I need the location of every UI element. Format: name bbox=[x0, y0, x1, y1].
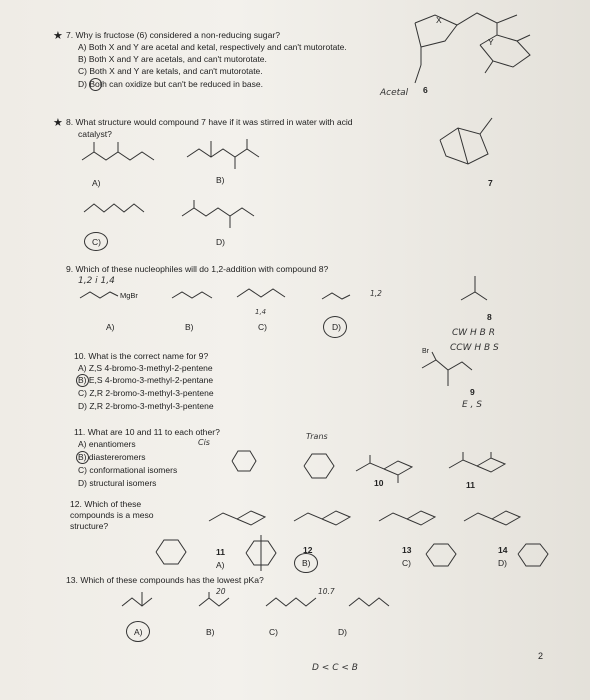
note-20: 20 bbox=[216, 587, 226, 596]
note-12: 1,2 bbox=[370, 289, 382, 298]
q12-chair-structure bbox=[460, 505, 530, 533]
note-10-7: 10.7 bbox=[318, 587, 335, 596]
note-ccw: CCW H B S bbox=[450, 343, 499, 353]
cyclohexane-sketch bbox=[228, 448, 258, 474]
bicyclic-compound-7 bbox=[430, 110, 510, 170]
q7-option-d: D) Both can oxidize but can't be reduced in base. bbox=[78, 79, 263, 89]
q11-stem: 11. What are 10 and 11 to each other? bbox=[74, 427, 220, 437]
q12-option-b: B) bbox=[302, 558, 311, 568]
label-q12-11: 11 bbox=[216, 547, 225, 557]
answer-circle-q8 bbox=[84, 232, 108, 251]
answer-circle-q13 bbox=[126, 621, 150, 642]
note-cis: Cis bbox=[198, 438, 210, 447]
q13-option-b: B) bbox=[206, 627, 215, 637]
q13-b-structure bbox=[195, 592, 245, 614]
q11-option-c: C) conformational isomers bbox=[78, 465, 178, 475]
q13-d-structure bbox=[345, 592, 395, 614]
note-cw: CW H B R bbox=[452, 328, 495, 338]
compound-12-ring bbox=[240, 535, 280, 571]
q10-option-b: B) E,S 4-bromo-3-methyl-2-pentane bbox=[78, 375, 214, 385]
compound-13-ring bbox=[420, 540, 460, 570]
q11-option-b: B) diastereromers bbox=[78, 452, 146, 462]
note-14: 1,4 bbox=[255, 308, 267, 316]
label-q12-12: 12 bbox=[303, 545, 313, 555]
label-compound-11: 11 bbox=[466, 480, 475, 490]
label-q12-14: 14 bbox=[498, 545, 508, 555]
answer-circle-q7 bbox=[89, 78, 102, 91]
q13-stem: 13. Which of these compounds has the lowest pKa? bbox=[66, 575, 264, 585]
label-y: Y bbox=[488, 37, 494, 47]
q8-option-c: C) bbox=[92, 237, 101, 247]
answer-circle-q12 bbox=[294, 553, 318, 573]
q9-option-a: A) bbox=[106, 322, 115, 332]
q10-option-d: D) Z,R 2-bromo-3-methyl-3-pentene bbox=[78, 401, 214, 411]
q7-option-c: C) Both X and Y are ketals, and can't mutorotate. bbox=[78, 66, 263, 76]
fructose-structure-6 bbox=[385, 5, 545, 100]
q12-option-c: C) bbox=[402, 558, 411, 568]
q12-chair-structure bbox=[375, 505, 445, 533]
label-compound-8: 8 bbox=[487, 312, 492, 322]
q7-option-a: A) Both X and Y are acetal and ketal, respectively and can't mutorotate. bbox=[78, 42, 347, 52]
q8-option-a: A) bbox=[92, 178, 101, 188]
label-compound-6: 6 bbox=[423, 85, 428, 95]
q12-chair-structure bbox=[290, 505, 360, 533]
compound-11-ring bbox=[150, 536, 190, 568]
q9-d-structure bbox=[320, 289, 360, 303]
q9-c-structure bbox=[235, 285, 295, 305]
compound-8-structure bbox=[455, 272, 495, 310]
grignard-structure bbox=[78, 288, 128, 302]
q12-option-d: D) bbox=[498, 558, 507, 568]
label-compound-9: 9 bbox=[470, 387, 475, 397]
compound-7-structure bbox=[80, 140, 170, 170]
label-x: X bbox=[436, 15, 442, 25]
q10-stem: 10. What is the correct name for 9? bbox=[74, 351, 209, 361]
q12-stem-line1: 12. Which of these bbox=[70, 499, 142, 509]
label-compound-10: 10 bbox=[374, 478, 384, 488]
q13-option-c: C) bbox=[269, 627, 278, 637]
q8-option-d: D) bbox=[216, 237, 225, 247]
note-12-14: 1,2 i 1,4 bbox=[78, 276, 115, 286]
q10-option-c: C) Z,R 2-bromo-3-methyl-3-pentene bbox=[78, 388, 214, 398]
q13-option-d: D) bbox=[338, 627, 347, 637]
q13-a-structure bbox=[118, 592, 168, 614]
q8-a-structure bbox=[82, 198, 162, 220]
compound-14-ring bbox=[512, 540, 552, 570]
q7-option-b: B) Both X and Y are acetals, and can't mutorotate. bbox=[78, 54, 267, 64]
star-mark: ★ bbox=[53, 30, 63, 42]
q8-d-structure bbox=[180, 198, 270, 232]
q11-option-a: A) enantiomers bbox=[78, 439, 136, 449]
q9-b-structure bbox=[170, 288, 220, 304]
q13-option-a: A) bbox=[134, 627, 143, 637]
compound-10-chair bbox=[352, 455, 422, 483]
q11-option-d: D) structural isomers bbox=[78, 478, 157, 488]
q13-c-structure bbox=[262, 592, 332, 614]
label-br: Br bbox=[422, 348, 429, 355]
q7-stem: 7. Why is fructose (6) considered a non-reducing sugar? bbox=[66, 30, 280, 40]
q8-stem: 8. What structure would compound 7 have if it was stirred in water with acid bbox=[66, 117, 353, 127]
q12-stem-line3: structure? bbox=[70, 521, 109, 531]
q12-chair-structure bbox=[205, 505, 275, 533]
label-compound-7: 7 bbox=[488, 178, 493, 188]
note-es: E , S bbox=[462, 400, 482, 410]
q10-option-a: A) Z,S 4-bromo-3-methyl-2-pentene bbox=[78, 363, 213, 373]
page-number: 2 bbox=[538, 651, 544, 661]
q9-stem: 9. Which of these nucleophiles will do 1,2-addition with compound 8? bbox=[66, 264, 329, 274]
reagent-mgbr: MgBr bbox=[120, 291, 138, 300]
answer-circle-q11 bbox=[76, 451, 89, 464]
note-order: D < C < B bbox=[312, 663, 358, 673]
label-q12-13: 13 bbox=[402, 545, 412, 555]
q9-option-d: D) bbox=[332, 322, 341, 332]
compound-11-chair bbox=[445, 452, 515, 482]
answer-circle-q9 bbox=[323, 316, 347, 338]
q12-option-a: A) bbox=[216, 560, 225, 570]
cyclohexane-trans-sketch bbox=[300, 450, 340, 485]
q9-option-b: B) bbox=[185, 322, 194, 332]
compound-9-structure bbox=[418, 350, 478, 395]
compound-8-b-structure bbox=[185, 135, 275, 175]
q8-option-b: B) bbox=[216, 175, 225, 185]
q8-stem-continued: catalyst? bbox=[78, 129, 112, 139]
q9-option-c: C) bbox=[258, 322, 267, 332]
answer-circle-q10 bbox=[76, 374, 89, 387]
note-acetal: Acetal bbox=[380, 88, 409, 98]
star-mark: ★ bbox=[53, 117, 63, 129]
q12-stem-line2: compounds is a meso bbox=[70, 510, 154, 520]
note-trans: Trans bbox=[306, 432, 328, 441]
